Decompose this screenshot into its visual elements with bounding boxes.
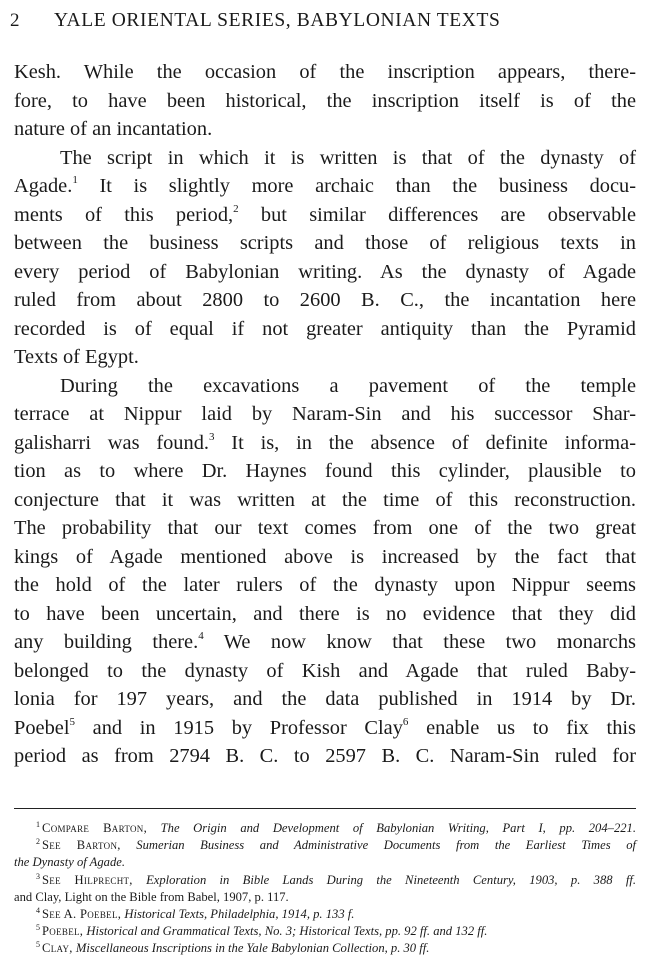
page-number: 2 [10,10,20,31]
text-line: conjecture that it was written at the time of this reconstruction. [14,488,636,511]
footnote-ref: 3 [209,430,215,443]
text-line: between the business scripts and those of religious texts in [14,232,636,254]
text-line: the hold of the later rulers of the dynasty upon Nippur seems [14,574,636,596]
footnote-ref: 4 [198,630,204,642]
text-line: lonia for 197 years, and the data published in 1914 by Dr. [14,688,636,710]
text-line: period as from 2794 B. C. to 2597 B. C. Naram-Sin ruled for [14,745,636,767]
text-line: ruled from about 2800 to 2600 B. C., the incantation here [14,289,636,311]
running-title: YALE ORIENTAL SERIES, BABYLONIAN TEXTS [54,10,501,31]
text-line: ments of this period,$^2$ but similar differences are observable [14,202,637,226]
text-line: During the excavations a pavement of the temple [60,374,636,397]
text-line: Agade.$^1$ It is slightly more archaic than the business docu- [14,174,636,197]
text-line: recorded is of equal if not greater antiquity than the Pyramid [14,317,636,340]
text-line: terrace at Nippur laid by Naram-Sin and his successor Shar- [14,403,636,425]
footnote: $^2$ See Barton, Sumerian Business and Administrative Documents from the Earliest Times of [36,837,636,853]
footnote: $^5$ Clay, Miscellaneous Inscriptions in the Yale Babylonian Collection, p. 30 ff. [36,940,430,956]
footnote-separator [14,808,636,809]
footnote-ref: 5 [69,715,75,728]
text-line: kings of Agade mentioned above is increased by the fact that [14,545,636,568]
footnote-continuation: and Clay, Light on the Bible from Babel, 1907, p. 117. [14,889,289,904]
text-line: nature of an incantation. [14,118,213,140]
text-line: Poebel$^5$ and in 1915 by Professor Clay$^6$ enable us to fix this [14,715,636,739]
text-line: The probability that our text comes from one of the two great [14,517,636,539]
text-line: every period of Babylonian writing. As the dynasty of Agade [14,260,636,283]
text-line: belonged to the dynasty of Kish and Agade that ruled Baby- [14,659,636,682]
footnote: $^4$ See A. Poebel, Historical Texts, Philadelphia, 1914, p. 133 f. [36,905,355,921]
footnotes [14,820,636,958]
footnote-ref: 6 [402,715,409,728]
text-line: to have been uncertain, and there is no evidence that they did [14,602,636,625]
footnote-ref: 1 [72,174,78,186]
footnote-ref: 2 [233,202,239,215]
text-line: any building there.$^4$ We now know that these two monarchs [14,630,636,653]
page-header [10,10,636,40]
body-text [14,58,636,771]
text-line: Texts of Egypt. [14,346,139,368]
text-line: fore, to have been historical, the inscription itself is of the [14,89,636,112]
text-line: Kesh. While the occasion of the inscription appears, there- [14,61,636,83]
text-line: galisharri was found.$^3$ It is, in the absence of definite informa- [14,430,636,454]
text-line: The script in which it is written is that of the dynasty of [60,146,636,169]
text-line: tion as to where Dr. Haynes found this cylinder, plausible to [14,460,636,482]
footnote: $^1$ Compare Barton, The Origin and Development of Babylonian Writing, Part I, pp. 204–221. [36,820,636,835]
footnote: $^3$ See Hilprecht, Exploration in Bible Lands During the Nineteenth Century, 1903, p. 388 ff. [36,871,636,887]
footnote-continuation: the Dynasty of Agade. [14,855,125,870]
footnote: $^5$ Poebel, Historical and Grammatical Texts, No. 3; Historical Texts, pp. 92 ff. and 132 ff. [36,923,488,939]
